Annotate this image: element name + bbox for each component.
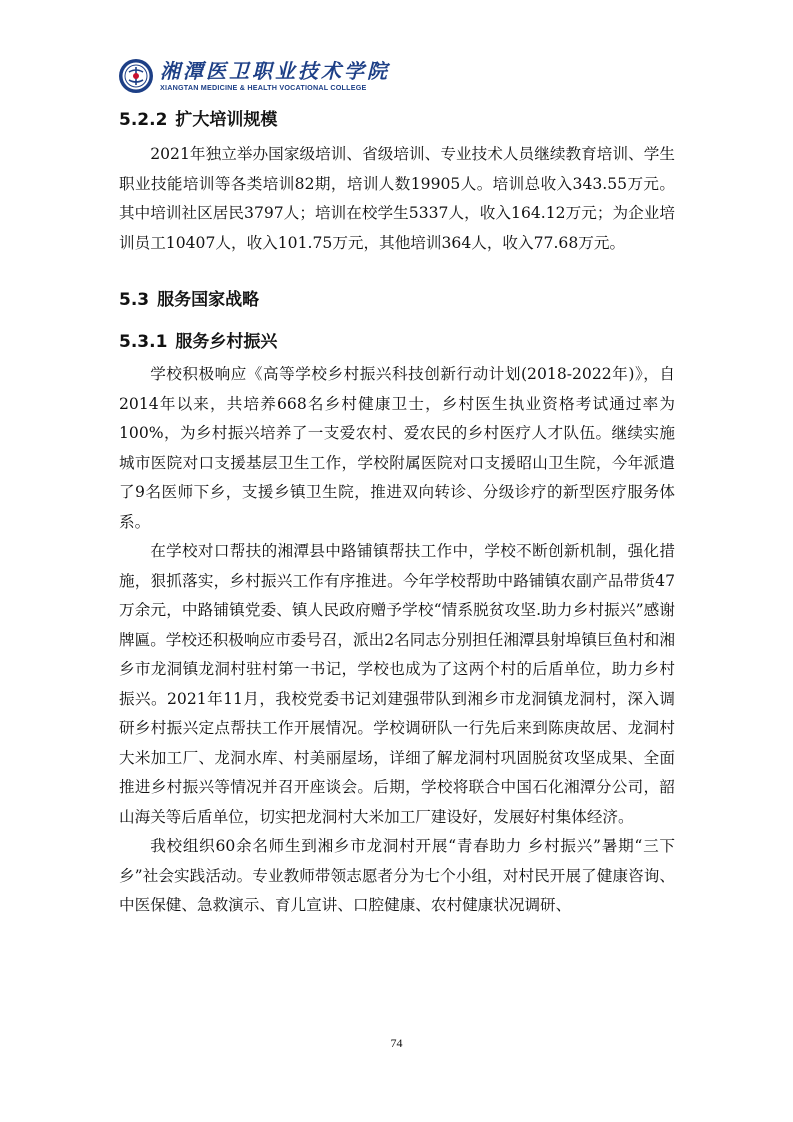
section-heading-5-2-2 — [119, 104, 675, 136]
section-heading-5-3-1 — [119, 326, 675, 358]
section-number: 5.2.2 — [119, 110, 168, 130]
document-body — [119, 104, 675, 921]
college-name-en: XIANGTAN MEDICINE & HEALTH VOCATIONAL COLLEGE — [160, 83, 367, 92]
section-number: 5.3 — [119, 290, 150, 310]
page-header — [118, 55, 390, 97]
section-number: 5.3.1 — [119, 332, 168, 352]
page-number: 74 — [390, 1036, 403, 1050]
section-title: 服务乡村振兴 — [175, 332, 278, 352]
paragraph: 2021年独立举办国家级培训、省级培训、专业技术人员继续教育培训、学生职业技能培训等各类培训82期，培训人数19905人。培训总收入343.55万元。其中培训社区居民3797人；培训在校学生5337人，收入164.12万元；为企业培训员工10407人，收入101.75万元，其他培训364人，收入77.68万元。 — [119, 145, 675, 252]
section-title: 扩大培训规模 — [175, 110, 278, 130]
college-name-cn: 湘潭医卫职业技术学院 — [160, 59, 390, 83]
paragraph: 学校积极响应《高等学校乡村振兴科技创新行动计划(2018-2022年)》，自2014年以来，共培养668名乡村健康卫士，乡村医生执业资格考试通过率为100%，为乡村振兴培养了一支爱农村、爱农民的乡村医疗人才队伍。继续实施城市医院对口支援基层卫生工作，学校附属医院对口支援昭山卫生院，今年派遣了9名医师下乡，支援乡镇卫生院，推进双向转诊、分级诊疗的新型医疗服务体系。 — [119, 365, 675, 531]
section-title: 服务国家战略 — [157, 290, 260, 310]
section-heading-5-3 — [119, 284, 675, 316]
paragraph: 在学校对口帮扶的湘潭县中路铺镇帮扶工作中，学校不断创新机制，强化措施，狠抓落实，乡村振兴工作有序推进。今年学校帮助中路铺镇农副产品带货47万余元，中路铺镇党委、镇人民政府赠予学校“情系脱贫攻坚.助力乡村振兴”感谢牌匾。学校还积极响应市委号召，派出2名同志分别担任湘潭县射埠镇巨鱼村和湘乡市龙洞镇龙洞村驻村第一书记，学校也成为了这两个村的后盾单位，助力乡村振兴。2021年11月，我校党委书记刘建强带队到湘乡市龙洞镇龙洞村，深入调研乡村振兴定点帮扶工作开展情况。学校调研队一行先后来到陈庚故居、龙洞村大米加工厂、龙洞水库、村美丽屋场，详细了解龙洞村巩固脱贫攻坚成果、全面推进乡村振兴等情况并召开座谈会。后期，学校将联合中国石化湘潭分公司，韶山海关等后盾单位，切实把龙洞村大米加工厂建设好，发展好村集体经济。 — [119, 542, 675, 826]
paragraph: 我校组织60余名师生到湘乡市龙洞村开展“青春助力 乡村振兴”暑期“三下乡”社会实践活动。专业教师带领志愿者分为七个小组，对村民开展了健康咨询、中医保健、急救演示、育儿宣讲、口腔健康、农村健康状况调研、 — [119, 837, 675, 914]
college-emblem-icon — [118, 58, 154, 94]
